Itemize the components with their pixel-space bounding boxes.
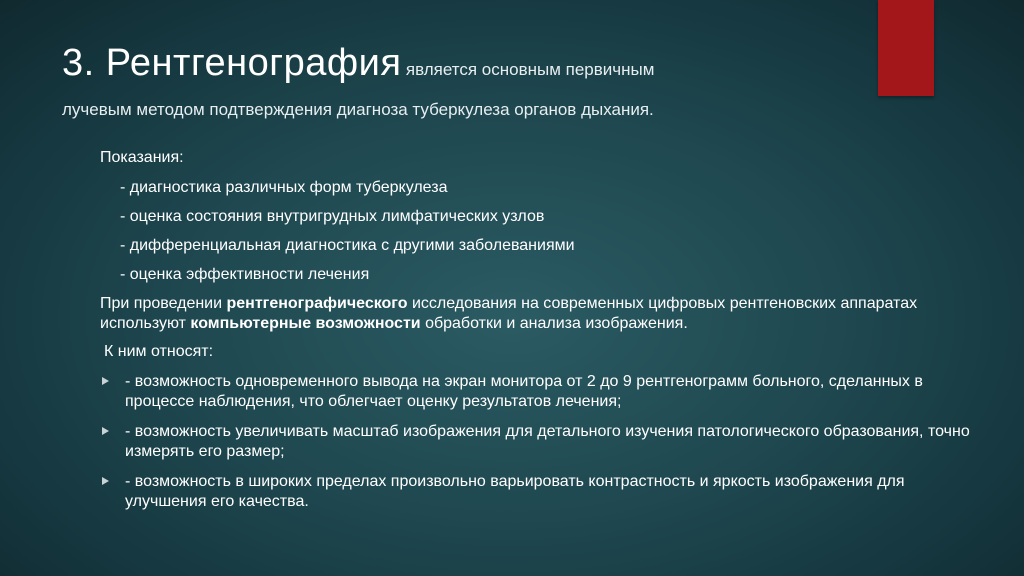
red-accent-bar	[878, 0, 934, 96]
bullet-item	[100, 422, 980, 462]
paragraph-text: исследования на современных цифровых рентгеновских аппаратах используют	[100, 295, 918, 332]
paragraph-bold: компьютерные возможности	[190, 315, 421, 332]
paragraph-text: При проведении	[100, 295, 227, 312]
bullet-item	[100, 472, 980, 512]
slide-title	[62, 44, 862, 82]
indication-item: - дифференциальная диагностика с другими заболеваниями	[120, 237, 575, 254]
title-sub-line2: лучевым методом подтверждения диагноза туберкулеза органов дыхания.	[62, 100, 654, 119]
slide-body	[100, 148, 980, 522]
title-sub-inline: является основным первичным	[405, 60, 655, 79]
paragraph-text: обработки и анализа изображения.	[420, 315, 688, 332]
indication-item: - диагностика различных форм туберкулеза	[120, 179, 448, 196]
bullet-item	[100, 372, 980, 412]
paragraph-bold: рентгенографического	[226, 295, 408, 312]
indication-item: - оценка состояния внутригрудных лимфатических узлов	[120, 208, 545, 225]
bullet-text: - возможность в широких пределах произвольно варьировать контрастность и яркость изображения для улучшения его качества.	[125, 473, 905, 510]
lead-text: К ним относят:	[104, 343, 214, 360]
bullet-text: - возможность увеличивать масштаб изображения для детального изучения патологического образования, точно измерять его размер;	[125, 423, 970, 460]
bullet-text: - возможность одновременного вывода на экран монитора от 2 до 9 рентгенограмм больного, сделанных в процессе наблюдения, что облегчает оценку результатов лечения;	[125, 373, 923, 410]
indication-item: - оценка эффективности лечения	[120, 266, 370, 283]
arrow-bullet-icon	[102, 427, 109, 435]
digital-paragraph	[100, 294, 980, 334]
arrow-bullet-icon	[102, 477, 109, 485]
indications-label: Показания:	[100, 149, 184, 166]
arrow-bullet-icon	[102, 377, 109, 385]
title-main: 3. Рентгенография	[62, 42, 402, 84]
